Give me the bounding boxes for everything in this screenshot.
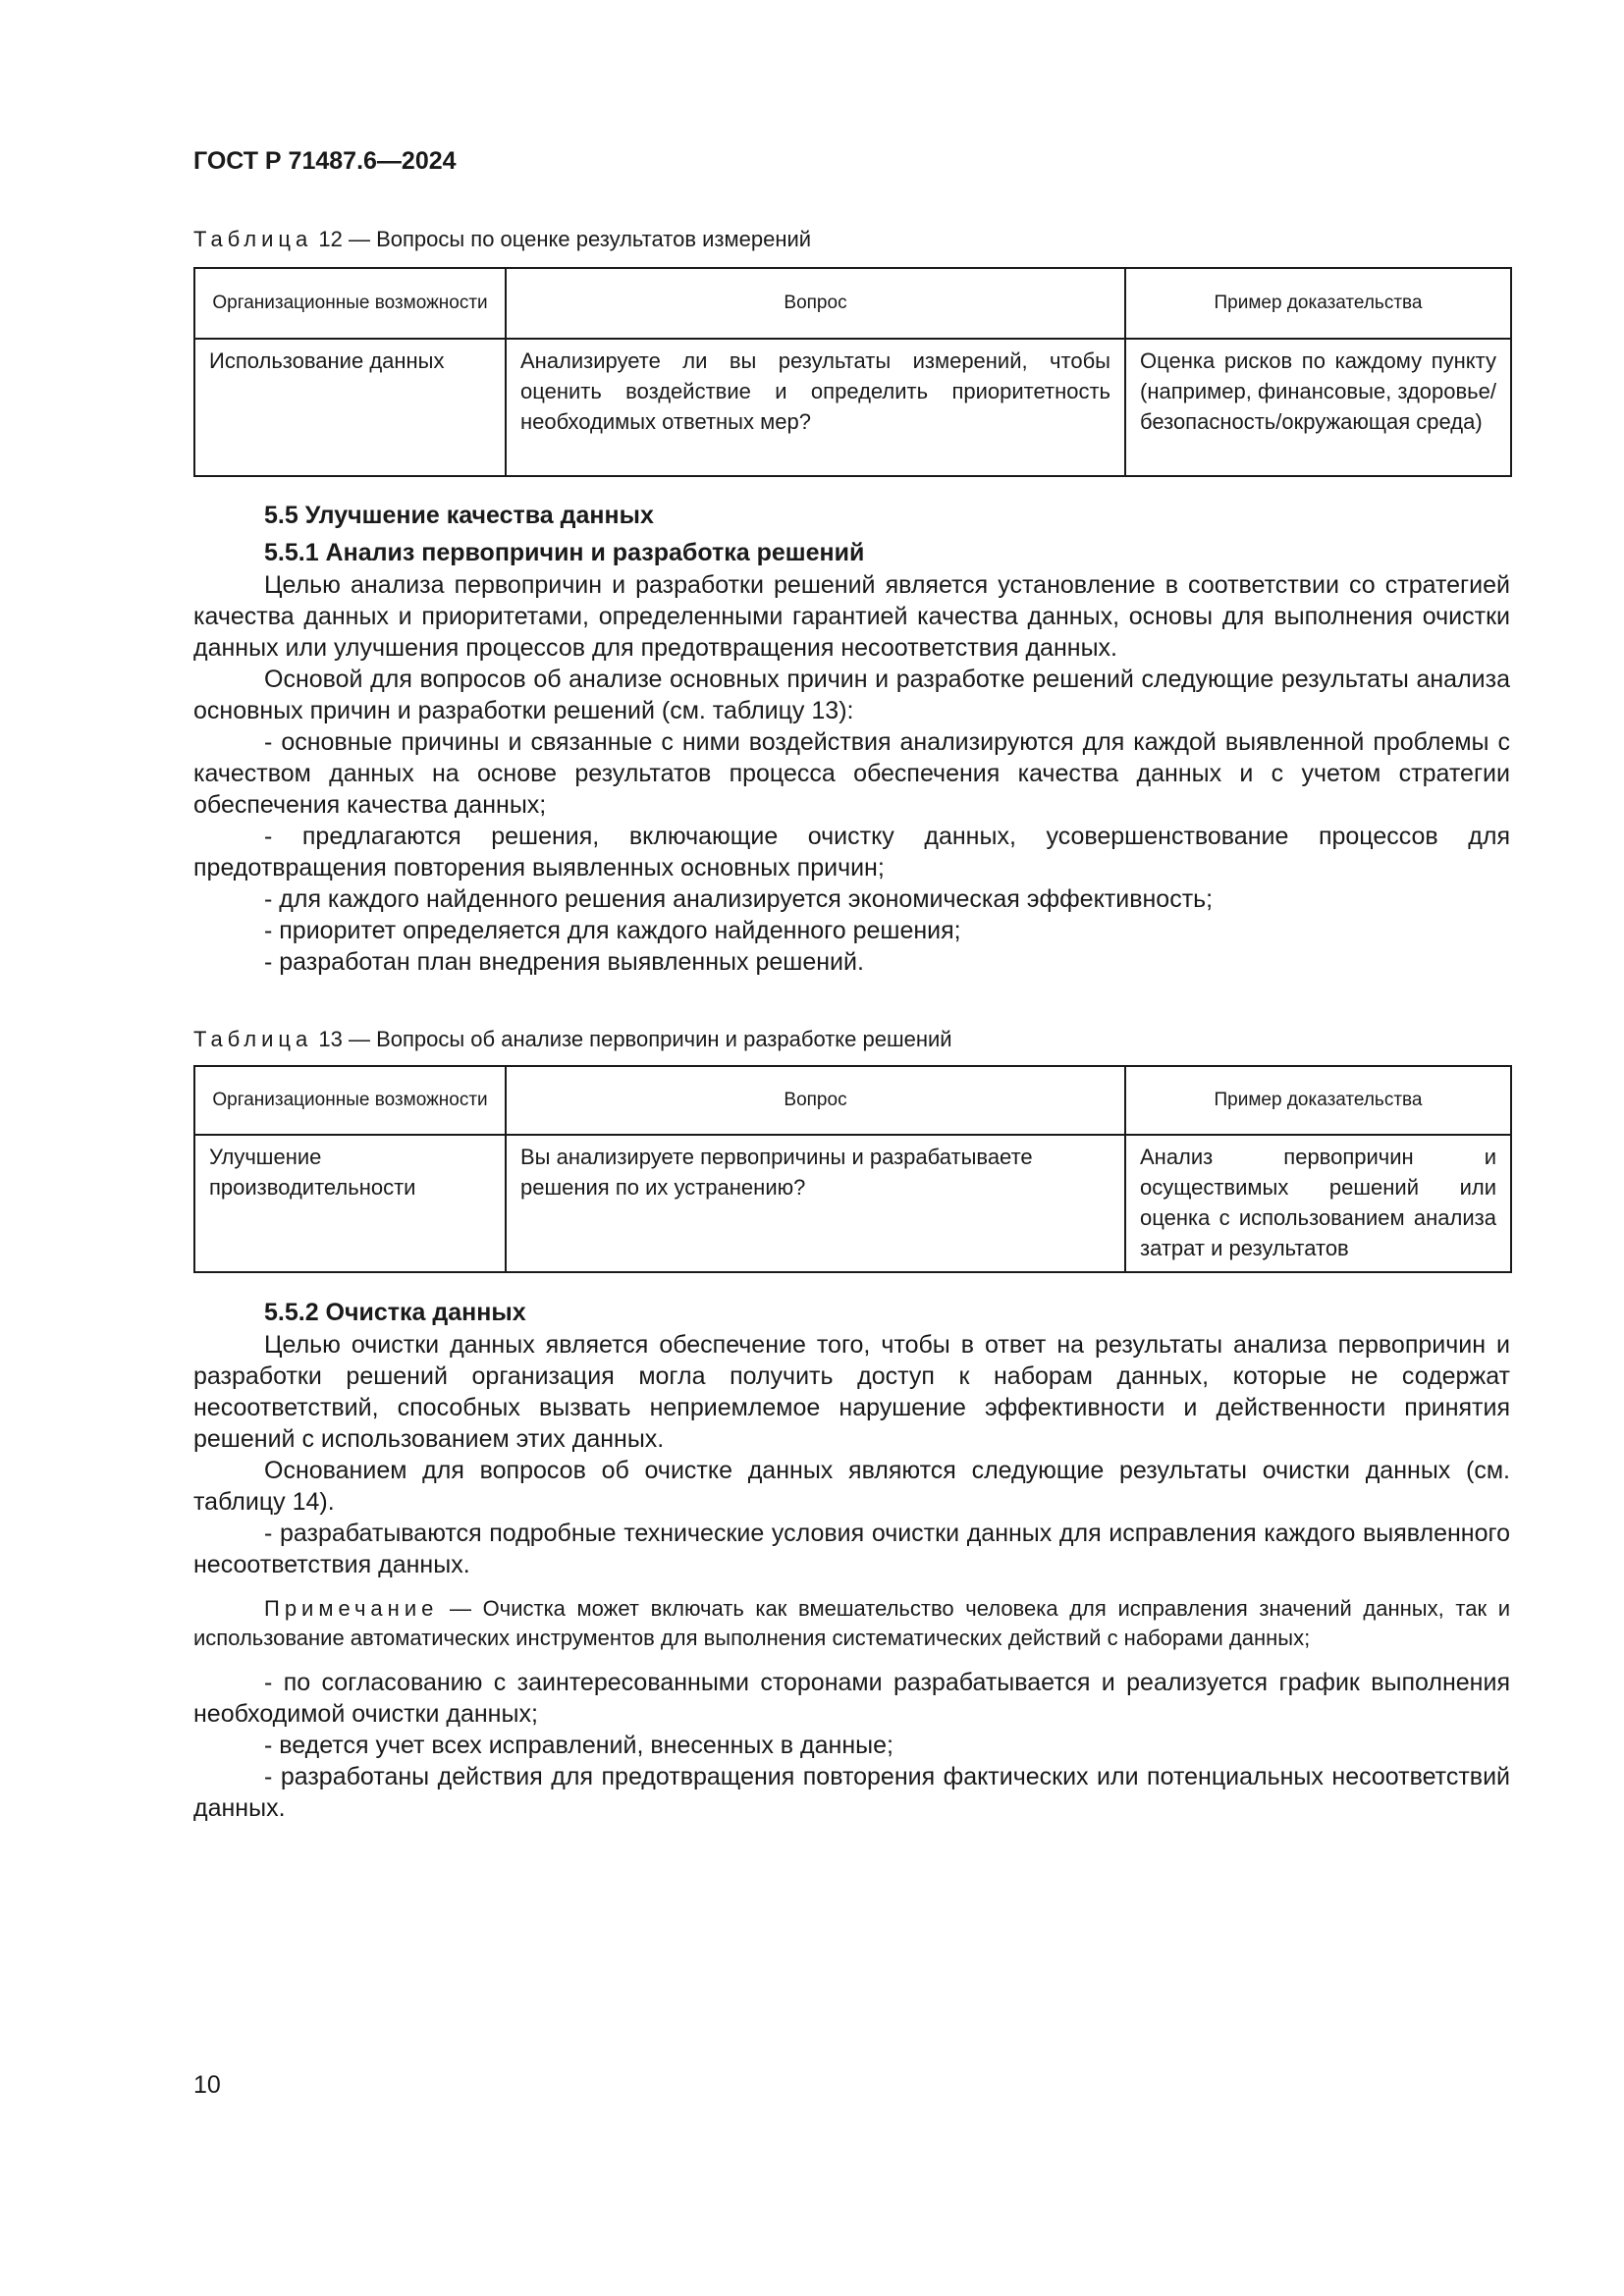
- table-12: [193, 267, 1512, 477]
- section-5-5-2: [193, 1296, 1510, 1824]
- list-item: - основные причины и связанные с ними воздействия анализируются для каждой выявленной проблемы с качеством данных на основе результатов процесса обеспечения качества данных и с учетом стратегии обеспечения качества данных;: [193, 728, 1510, 819]
- table-13-header-question: Вопрос: [506, 1066, 1125, 1135]
- table-13-cell-question: Вы анализируете первопричины и разрабатываете решения по их устранению?: [506, 1135, 1125, 1272]
- list-item: - по согласованию с заинтересованными сторонами разрабатывается и реализуется график выполнения необходимой очистки данных;: [193, 1669, 1510, 1728]
- section-5-5-1-title: 5.5.1 Анализ первопричин и разработка решений: [264, 539, 865, 566]
- page-number: 10: [193, 2071, 221, 2099]
- list-item: - предлагаются решения, включающие очистку данных, усовершенствование процессов для предотвращения повторения выявленных основных причин;: [193, 823, 1510, 881]
- section-5-5-title: 5.5 Улучшение качества данных: [264, 502, 654, 529]
- table-12-caption: [193, 226, 811, 253]
- table-12-cell-capability: Использование данных: [194, 339, 506, 476]
- table-12-cell-question: Анализируете ли вы результаты измерений, чтобы оценить воздействие и определить приоритетность необходимых ответных мер?: [506, 339, 1125, 476]
- list-item: - ведется учет всех исправлений, внесенных в данные;: [264, 1732, 893, 1759]
- table-13-cell-evidence: Анализ первопричин и осуществимых решений или оценка с использованием анализа затрат и результатов: [1125, 1135, 1511, 1272]
- table-13-header-evidence: Пример доказательства: [1125, 1066, 1511, 1135]
- table-12-header-question: Вопрос: [506, 268, 1125, 339]
- table-13: [193, 1065, 1512, 1273]
- standard-header: ГОСТ Р 71487.6—2024: [193, 147, 457, 175]
- list-item: - разрабатываются подробные технические условия очистки данных для исправления каждого выявленного несоответствия данных.: [193, 1520, 1510, 1578]
- table-12-caption-text: 12 — Вопросы по оценке результатов измерений: [312, 227, 812, 251]
- table-12-caption-prefix: Таблица: [193, 227, 313, 251]
- table-13-caption: [193, 1026, 952, 1053]
- table-13-header-capability: Организационные возможности: [194, 1066, 506, 1135]
- note-label: Примечание: [264, 1596, 439, 1621]
- table-13-caption-text: 13 — Вопросы об анализе первопричин и разработке решений: [312, 1027, 952, 1051]
- table-12-header-evidence: Пример доказательства: [1125, 268, 1511, 339]
- section-5-5-1-paragraph: Основой для вопросов об анализе основных причин и разработке решений следующие результаты анализа основных причин и разработки решений (см. таблицу 13):: [193, 666, 1510, 724]
- table-13-cell-capability: Улучшение производительности: [194, 1135, 506, 1272]
- table-row: [194, 1135, 1511, 1272]
- table-12-cell-evidence: Оценка рисков по каждому пункту (например, финансовые, здоровье/безопасность/окружающая среда): [1125, 339, 1511, 476]
- note: [193, 1594, 1510, 1653]
- list-item: - разработан план внедрения выявленных решений.: [264, 948, 864, 976]
- list-item: - для каждого найденного решения анализируется экономическая эффективность;: [264, 885, 1214, 913]
- table-row: [194, 339, 1511, 476]
- section-5-5: [193, 499, 1510, 978]
- section-5-5-2-title: 5.5.2 Очистка данных: [264, 1299, 526, 1326]
- list-item: - разработаны действия для предотвращения повторения фактических или потенциальных несоответствий данных.: [193, 1763, 1510, 1822]
- section-5-5-2-paragraph: Основанием для вопросов об очистке данных являются следующие результаты очистки данных (см. таблицу 14).: [193, 1457, 1510, 1516]
- table-12-header-capability: Организационные возможности: [194, 268, 506, 339]
- note-text: — Очистка может включать как вмешательство человека для исправления значений данных, так и использование автоматических инструментов для выполнения систематических действий с наборами данных;: [193, 1596, 1510, 1650]
- section-5-5-1-paragraph: Целью анализа первопричин и разработки решений является установление в соответствии со стратегией качества данных и приоритетами, определенными гарантией качества данных, основы для выполнения очистки данных или улучшения процессов для предотвращения несоответствия данных.: [193, 571, 1510, 662]
- table-13-caption-prefix: Таблица: [193, 1027, 313, 1051]
- list-item: - приоритет определяется для каждого найденного решения;: [264, 917, 961, 944]
- section-5-5-2-paragraph: Целью очистки данных является обеспечение того, чтобы в ответ на результаты анализа первопричин и разработки решений организация могла получить доступ к наборам данных, которые не содержат несоответствий, способных вызвать неприемлемое нарушение эффективности и действенности принятия решений с использованием этих данных.: [193, 1331, 1510, 1453]
